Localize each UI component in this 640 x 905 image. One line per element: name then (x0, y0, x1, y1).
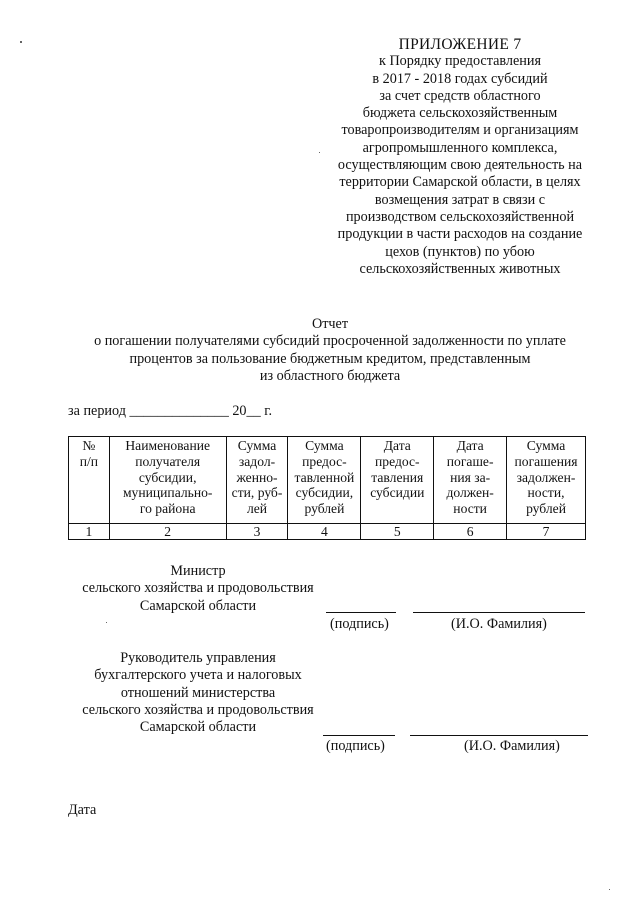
header-cell-repayment-amount: Сумма погашения задолжен- ности, рублей (507, 437, 586, 524)
accountant-signature-line (323, 735, 395, 736)
accountant-name-line (410, 735, 588, 736)
minister-signature-line (326, 612, 396, 613)
appendix-line: производством сельскохозяйственной (345, 208, 575, 225)
report-line: о погашении получателями субсидий просроченной задолженности по уплате (94, 333, 566, 350)
header-cell-repayment-date: Дата погаше- ния за- должен- ности (434, 437, 507, 524)
column-number: 7 (507, 524, 586, 540)
header-cell-recipient: Наименование получателя субсидии, муниципально- го района (109, 437, 226, 524)
minister-name-line (413, 612, 585, 613)
date-label: Дата (68, 802, 97, 818)
appendix-line: территории Самарской области, в целях (339, 174, 581, 191)
column-number: 3 (226, 524, 288, 540)
period-line: за период ______________ 20__ г. (68, 403, 273, 419)
minister-signature-caption: (подпись) (330, 616, 389, 632)
appendix-line: товаропроизводителям и организациям (341, 122, 579, 139)
accountant-title (64, 650, 332, 736)
accountant-line: сельского хозяйства и продовольствия (82, 701, 314, 718)
column-number: 6 (434, 524, 507, 540)
scan-speck (609, 889, 610, 890)
scan-speck (20, 41, 22, 43)
minister-line: Министр (170, 563, 226, 579)
minister-line: сельского хозяйства и продовольствия (82, 580, 314, 597)
header-cell-debt-amount: Сумма задол- женно- сти, руб- лей (226, 437, 288, 524)
report-heading: Отчет (311, 316, 349, 332)
appendix-block (310, 36, 610, 278)
column-number: 5 (361, 524, 434, 540)
report-line: процентов за пользование бюджетным кредитом, представленным (129, 350, 531, 367)
appendix-line: бюджета сельскохозяйственным (362, 105, 558, 122)
header-cell-subsidy-date: Дата предос- тавления субсидии (361, 437, 434, 524)
minister-line: Самарской области (139, 597, 257, 614)
minister-name-caption: (И.О. Фамилия) (451, 616, 547, 632)
scan-speck (106, 622, 107, 623)
report-title (40, 316, 620, 385)
appendix-line: в 2017 - 2018 годах субсидий (372, 70, 548, 87)
appendix-line: за счет средств областного (379, 87, 541, 104)
appendix-line: осуществляющим свою деятельность на (337, 157, 583, 174)
appendix-line: цехов (пунктов) по убою (385, 243, 535, 260)
appendix-title: ПРИЛОЖЕНИЕ 7 (398, 36, 522, 53)
column-number: 1 (69, 524, 110, 540)
appendix-line: продукции в части расходов на создание (337, 226, 583, 243)
accountant-line: бухгалтерского учета и налоговых (94, 667, 302, 684)
header-cell-subsidy-amount: Сумма предос- тавленной субсидии, рублей (288, 437, 361, 524)
table-number-row (69, 524, 586, 540)
appendix-line: сельскохозяйственных животных (359, 260, 561, 277)
accountant-line: Руководитель управления (120, 650, 276, 666)
scan-speck (319, 152, 320, 153)
appendix-line: возмещения затрат в связи с (374, 191, 546, 208)
header-cell-number: № п/п (69, 437, 110, 524)
column-number: 2 (109, 524, 226, 540)
accountant-line: отношений министерства (120, 684, 276, 701)
appendix-line: к Порядку предоставления (379, 53, 541, 70)
accountant-name-caption: (И.О. Фамилия) (464, 738, 560, 754)
minister-title (64, 563, 332, 615)
table-header-row (69, 437, 586, 524)
report-line: из областного бюджета (259, 367, 401, 384)
column-number: 4 (288, 524, 361, 540)
accountant-signature-caption: (подпись) (326, 738, 385, 754)
appendix-line: агропромышленного комплекса, (362, 139, 558, 156)
report-table (68, 436, 586, 540)
accountant-line: Самарской области (139, 719, 257, 736)
